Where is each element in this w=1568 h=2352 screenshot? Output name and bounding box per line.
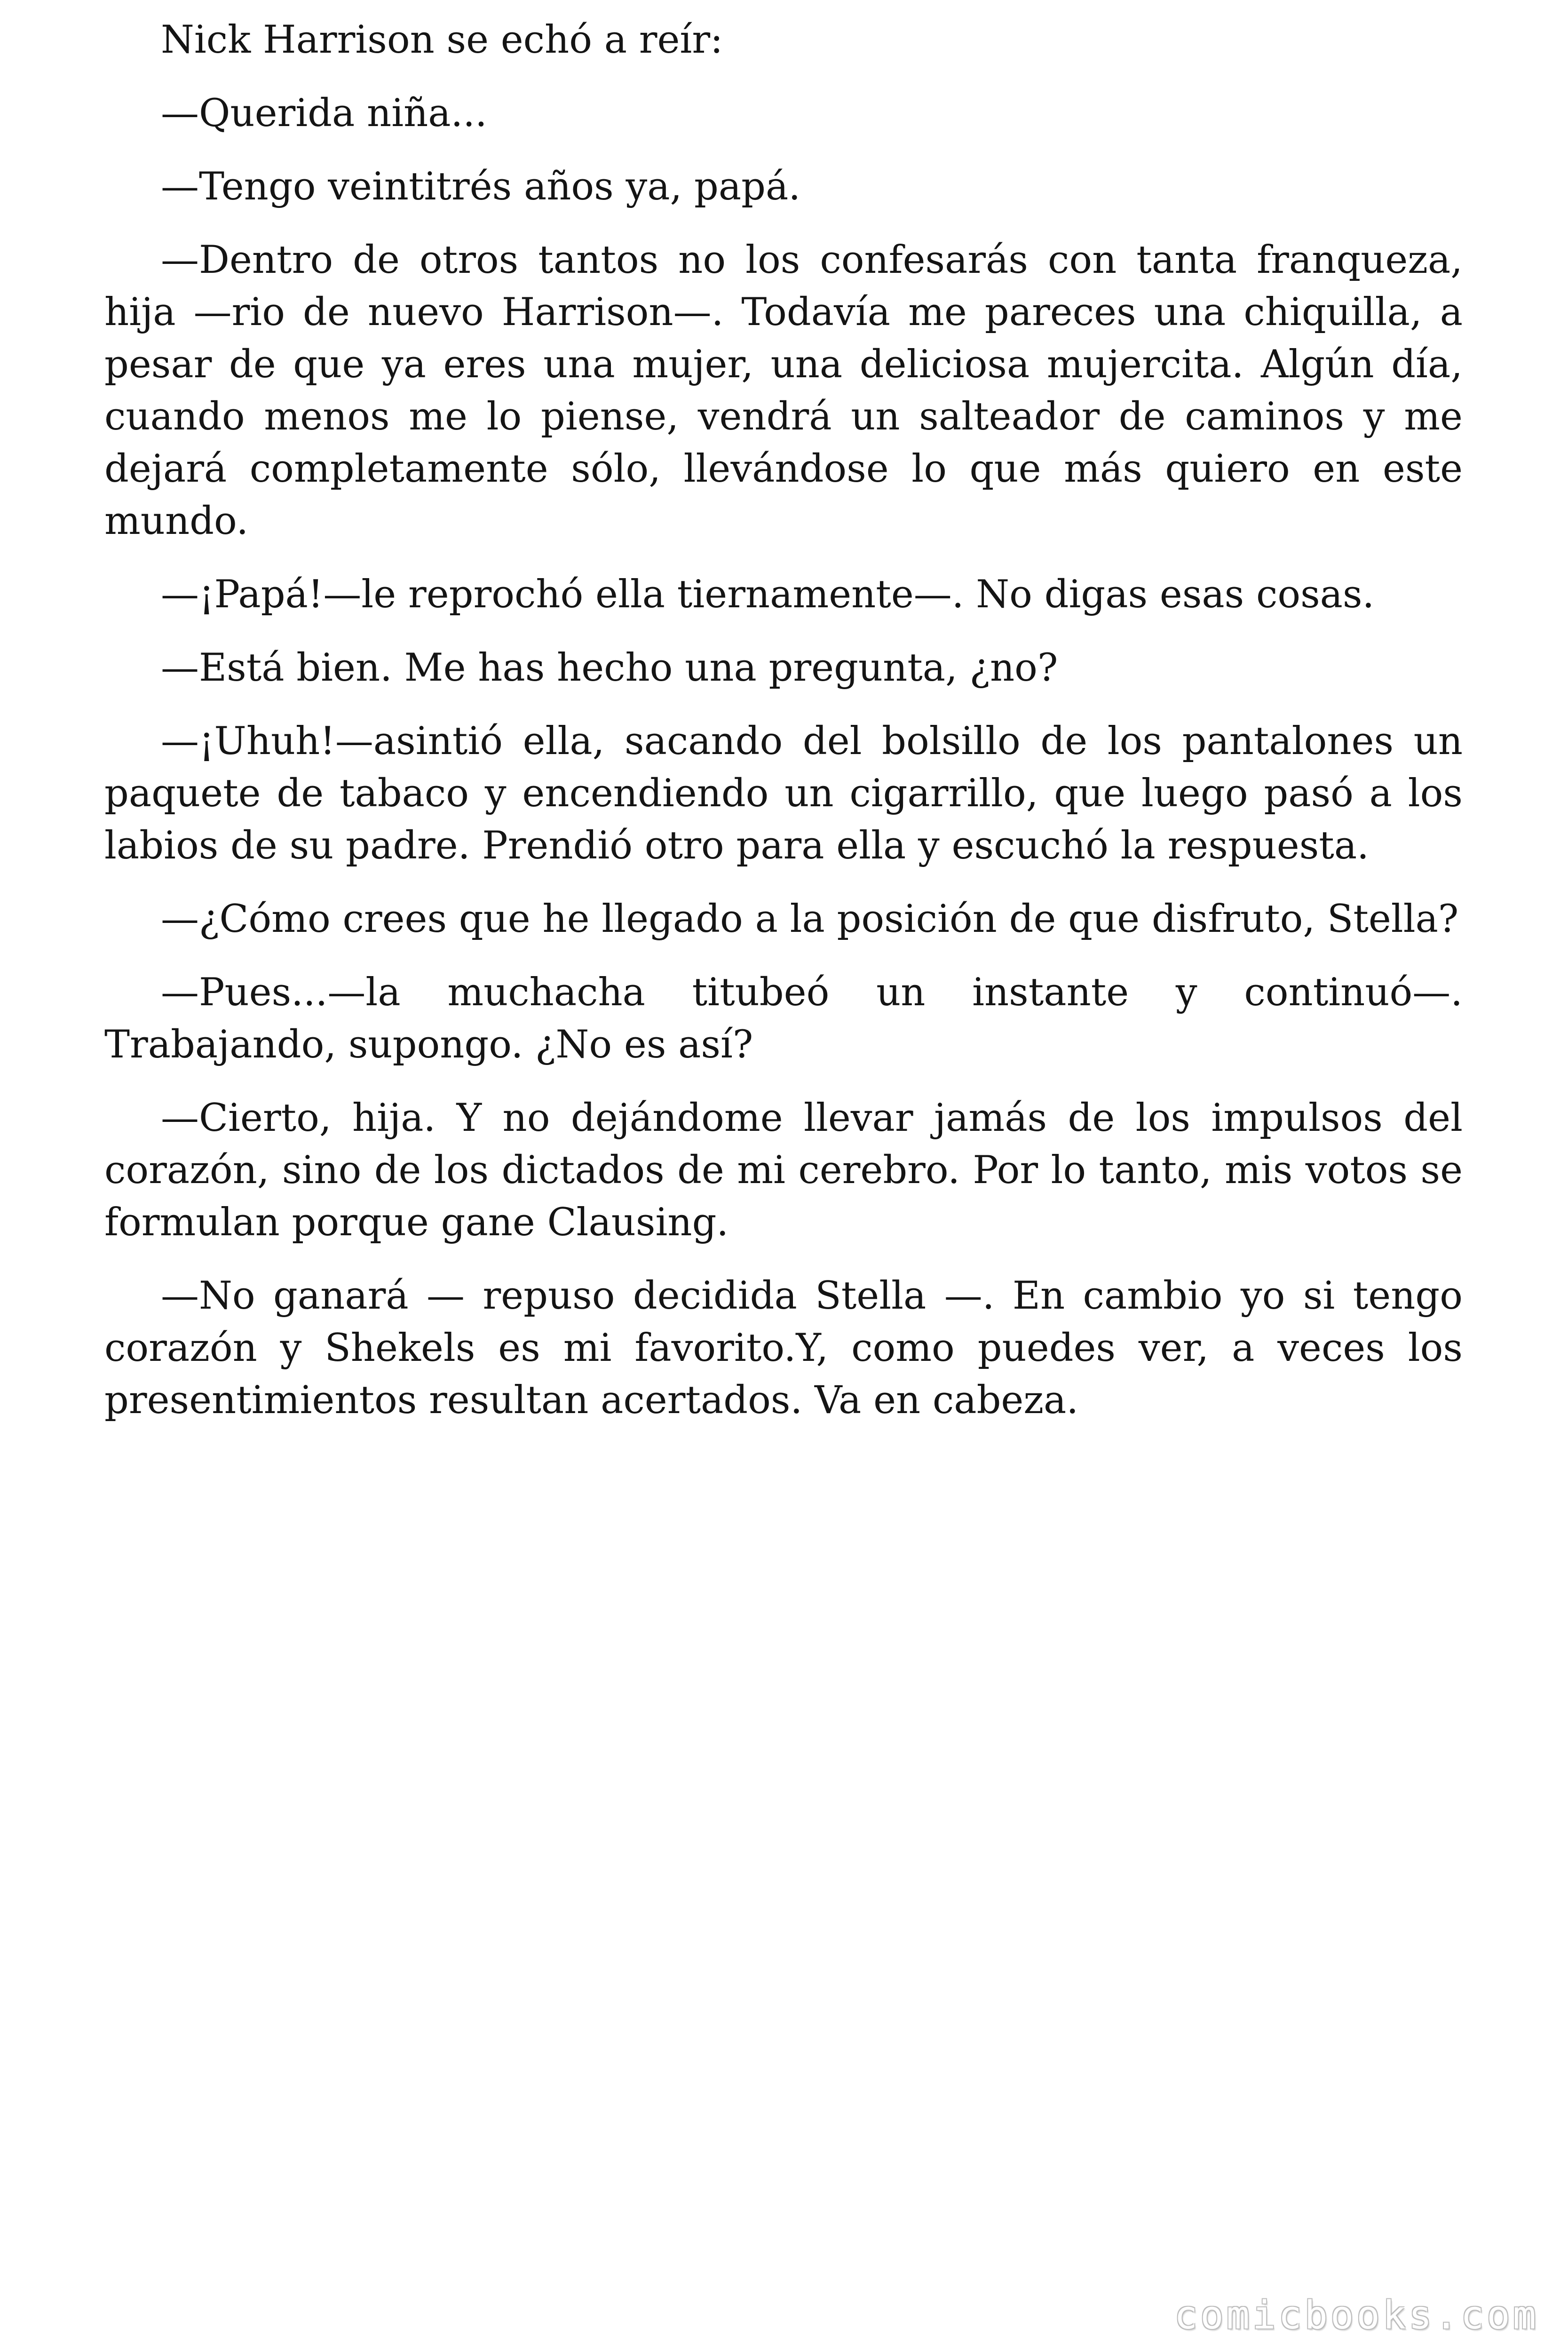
watermark: comicbooks.com [1174, 2293, 1539, 2338]
paragraph: —Querida niña... [161, 91, 487, 135]
paragraph: —No ganará — repuso decidida Stella —. En cambio yo si tengo corazón y Shekels es mi favorito.Y, como puedes ver, a veces los presentimientos resultan acertados. Va en cabeza. [104, 1274, 1463, 1422]
paragraph: —¡Papá!—le reprochó ella tiernamente—. No digas esas cosas. [161, 572, 1375, 617]
paragraph: —Cierto, hija. Y no dejándome llevar jamás de los impulsos del corazón, sino de los dictados de mi cerebro. Por lo tanto, mis votos se formulan porque gane Clausing. [104, 1096, 1463, 1245]
paragraph: —Dentro de otros tantos no los confesarás con tanta franqueza, hija —rio de nuevo Harrison—. Todavía me pareces una chiquilla, a pesar de que ya eres una mujer, una deliciosa mujercita. Algún día, cuando menos me lo piense, vendrá un salteador de caminos y me dejará completamente sólo, llevándose lo que más quiero en este mundo. [104, 238, 1463, 543]
paragraph: —Está bien. Me has hecho una pregunta, ¿no? [161, 646, 1058, 690]
paragraph: —¡Uhuh!—asintió ella, sacando del bolsillo de los pantalones un paquete de tabaco y encendiendo un cigarrillo, que luego pasó a los labios de su padre. Prendió otro para ella y escuchó la respuesta. [104, 719, 1463, 868]
paragraph: —Pues...—la muchacha titubeó un instante y continuó—. Trabajando, supongo. ¿No es así? [104, 970, 1463, 1067]
paragraph: Nick Harrison se echó a reír: [161, 18, 723, 62]
body-text [104, 14, 1463, 1448]
paragraph: —¿Cómo crees que he llegado a la posición de que disfruto, Stella? [161, 897, 1459, 941]
paragraph: —Tengo veintitrés años ya, papá. [161, 165, 801, 209]
